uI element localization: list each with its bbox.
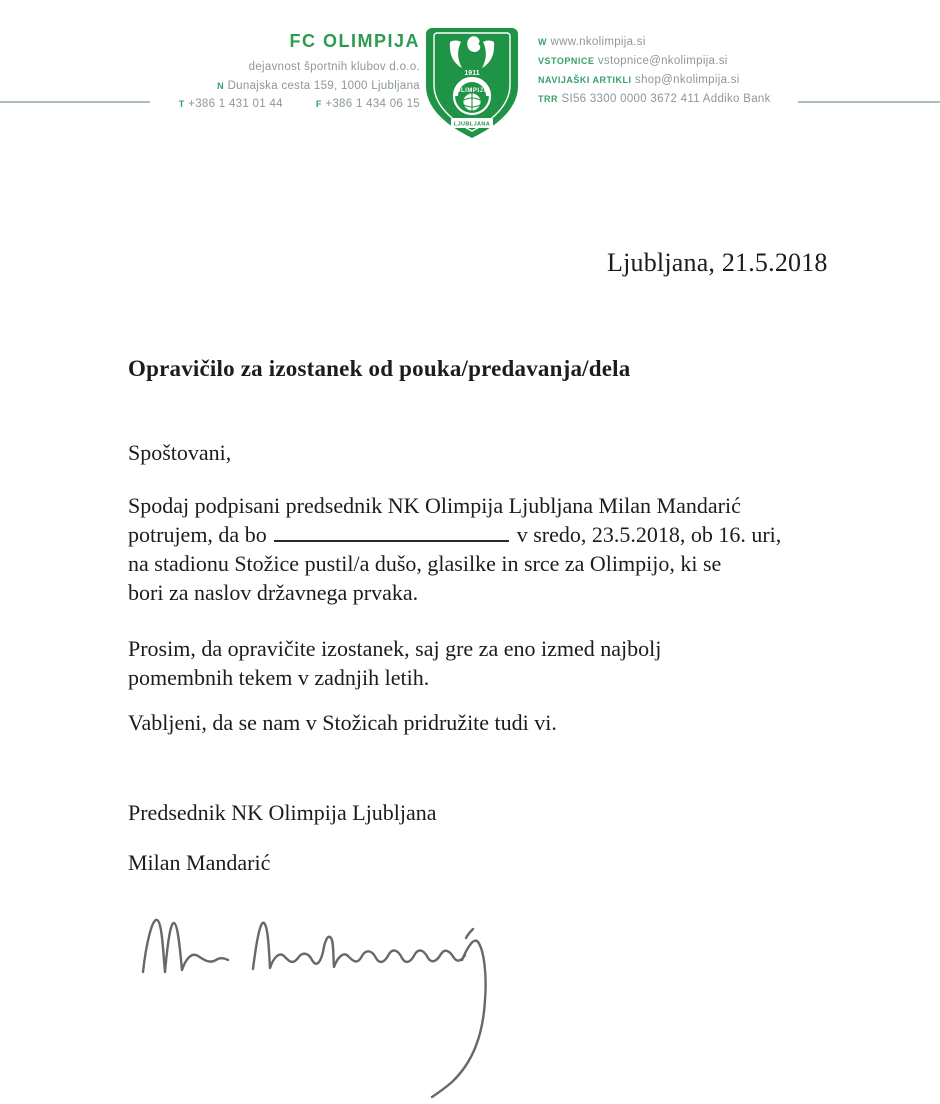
fax-value: +386 1 434 06 15: [325, 98, 420, 110]
letterhead-left: [80, 31, 420, 114]
dragon-head: [467, 36, 480, 52]
closing-name-text: Milan Mandarić: [128, 850, 271, 875]
tickets-email: vstopnice@nkolimpija.si: [597, 55, 728, 67]
body-line: Prosim, da opravičite izostanek, saj gre za eno izmed najbolj: [128, 636, 662, 661]
bank-account: SI56 3300 0000 3672 411 Addiko Bank: [561, 93, 771, 105]
body-line: bori za naslov državnega prvaka.: [128, 580, 419, 605]
signature-stroke-2: [253, 923, 465, 969]
blank-underline: [274, 522, 509, 542]
address-label: N: [217, 80, 225, 91]
club-name: FC OLIMPIJA: [289, 31, 420, 51]
fanshop-email: shop@nkolimpija.si: [635, 74, 740, 86]
salutation: [128, 438, 873, 467]
letterhead-right: [538, 33, 868, 109]
signature-icon: [110, 890, 530, 1099]
logo-year: 1911: [464, 70, 480, 77]
crest-icon: [424, 26, 520, 142]
paragraph-invitation: [128, 708, 873, 737]
body-line: na stadionu Stožice pustil/a dušo, glasilke in srce za Olimpijo, ki se: [128, 551, 722, 576]
fanshop-label: NAVIJAŠKI ARTIKLI: [538, 75, 632, 85]
blank-after-text: v sredo, 23.5.2018, ob 16. uri,: [511, 522, 782, 547]
salutation-text: Spoštovani,: [128, 440, 232, 465]
body-line: Spodaj podpisani predsednik NK Olimpija Ljubljana Milan Mandarić: [128, 493, 741, 518]
website-label: W: [538, 37, 547, 47]
closing-role-text: Predsednik NK Olimpija Ljubljana: [128, 800, 437, 825]
signature-accent-stroke: [466, 929, 473, 938]
phone-label: T: [178, 99, 185, 109]
closing-name: [128, 848, 873, 877]
address-line: [80, 77, 420, 96]
paragraph-main: [128, 491, 873, 607]
body-line-with-blank: [128, 520, 873, 549]
fanshop-line: [538, 71, 868, 90]
company-line: dejavnost športnih klubov d.o.o.: [248, 61, 420, 73]
logo-name: OLIMPIJA: [455, 88, 489, 94]
tickets-label: VSTOPNICE: [538, 56, 595, 66]
address-value: Dunajska cesta 159, 1000 Ljubljana: [227, 79, 420, 92]
paragraph-request: [128, 634, 873, 692]
blank-before-text: potrujem, da bo: [128, 522, 273, 547]
subject-line: Opravičilo za izostanek od pouka/predavanja/dela: [128, 356, 631, 381]
logo-city: LJUBLJANA: [453, 121, 491, 128]
phone-value: +386 1 431 01 44: [188, 98, 283, 110]
closing-role: [128, 798, 873, 827]
club-crest-logo: [424, 26, 520, 142]
website-line: [538, 33, 868, 52]
phone-fax-line: [80, 95, 420, 114]
body-line: Vabljeni, da se nam v Stožicah pridružite tudi vi.: [128, 710, 557, 735]
bank-label: TRR: [538, 94, 558, 104]
body-line: pomembnih tekem v zadnjih letih.: [128, 665, 430, 690]
signature: [110, 890, 530, 1099]
signature-stroke-1: [143, 920, 228, 972]
bank-line: [538, 90, 868, 109]
signature-flourish-stroke: [432, 941, 486, 1097]
fax-label: F: [315, 99, 322, 109]
date-line: Ljubljana, 21.5.2018: [607, 248, 828, 277]
tickets-line: [538, 52, 868, 71]
website-value: www.nkolimpija.si: [550, 36, 646, 48]
